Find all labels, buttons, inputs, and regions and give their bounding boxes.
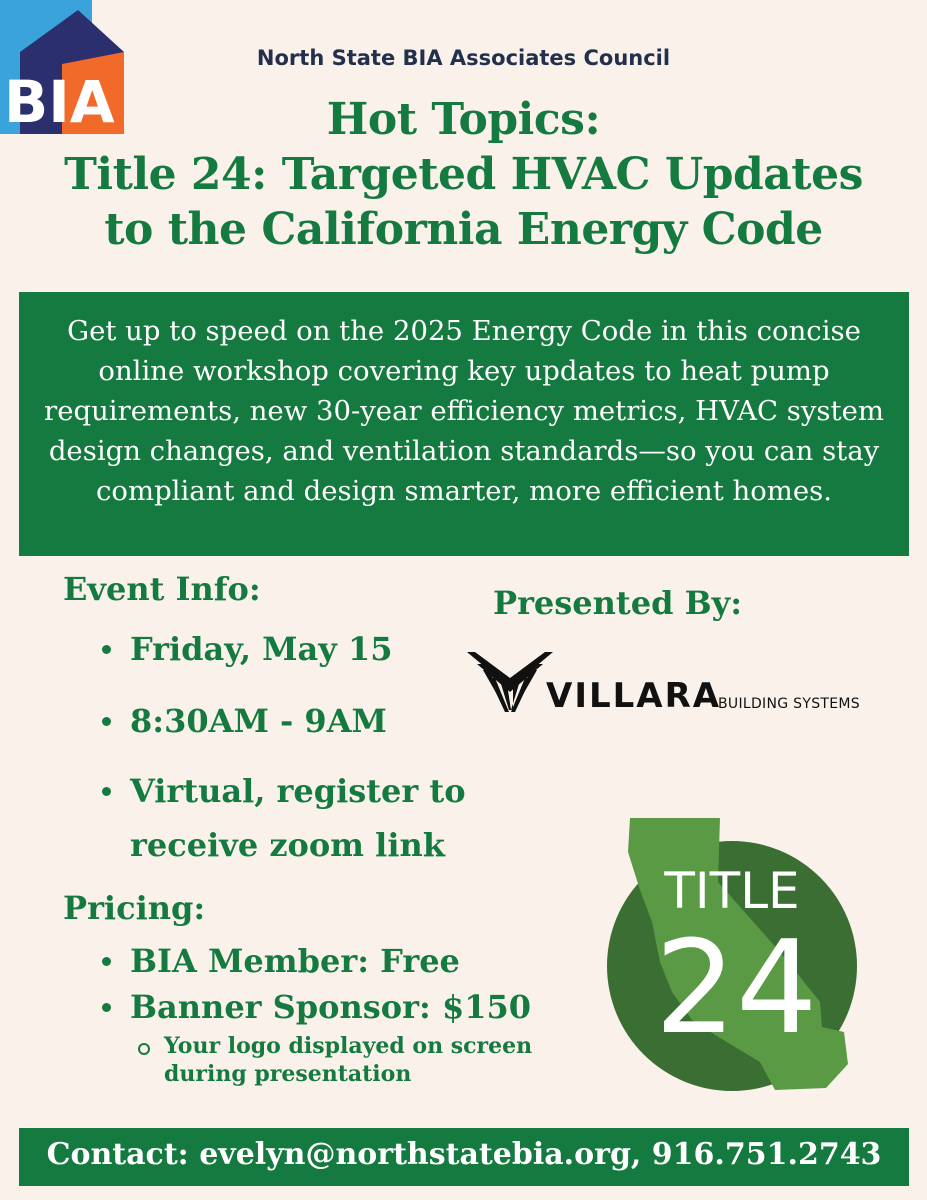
event-time-text: 8:30AM - 9AM xyxy=(130,702,387,740)
pricing-sponsor-text: Banner Sponsor: $150 xyxy=(130,988,531,1026)
villara-logo-text: VILLARA xyxy=(546,676,722,716)
title-line-2: Title 24: Targeted HVAC Updates xyxy=(64,149,863,200)
title-line-3: to the California Energy Code xyxy=(104,204,823,255)
title-line-1: Hot Topics: xyxy=(326,94,601,145)
villara-logo-subtext: BUILDING SYSTEMS xyxy=(718,696,860,712)
event-info-heading: Event Info: xyxy=(63,570,261,608)
event-location xyxy=(130,764,550,872)
event-date xyxy=(130,622,393,676)
page-title xyxy=(0,92,927,257)
pricing-member-text: BIA Member: Free xyxy=(130,942,460,980)
title-24-badge xyxy=(600,812,860,1092)
event-location-text: Virtual, register to receive zoom link xyxy=(130,772,466,864)
description-text: Get up to speed on the 2025 Energy Code in this concise online workshop covering key updates to heat pump requirements, new 30-year efficiency metrics, HVAC system design changes, and ventilation standards—so you can stay compliant and design smarter, more efficient homes. xyxy=(44,315,884,507)
villara-logo-icon xyxy=(465,648,555,714)
council-name: North State BIA Associates Council xyxy=(256,46,671,70)
pricing-member xyxy=(130,936,460,986)
contact-text: Contact: evelyn@northstatebia.org, 916.751.2743 xyxy=(46,1137,882,1172)
event-date-text: Friday, May 15 xyxy=(130,630,393,668)
bullet-icon xyxy=(102,957,111,966)
bia-logo-text: BIA xyxy=(4,68,115,134)
bullet-icon xyxy=(102,787,111,796)
bullet-icon xyxy=(102,645,111,654)
pricing-heading: Pricing: xyxy=(63,889,206,927)
badge-title-text: TITLE xyxy=(664,862,800,920)
badge-number-text: 24 xyxy=(654,914,818,1063)
bullet-icon xyxy=(102,717,111,726)
bullet-icon xyxy=(102,1003,111,1012)
sub-bullet-icon xyxy=(138,1043,150,1055)
event-time xyxy=(130,694,387,748)
pricing-sponsor-detail: Your logo displayed on screen during presentation xyxy=(164,1033,533,1087)
pricing-sponsor xyxy=(130,982,531,1032)
presented-by-heading: Presented By: xyxy=(493,584,743,622)
